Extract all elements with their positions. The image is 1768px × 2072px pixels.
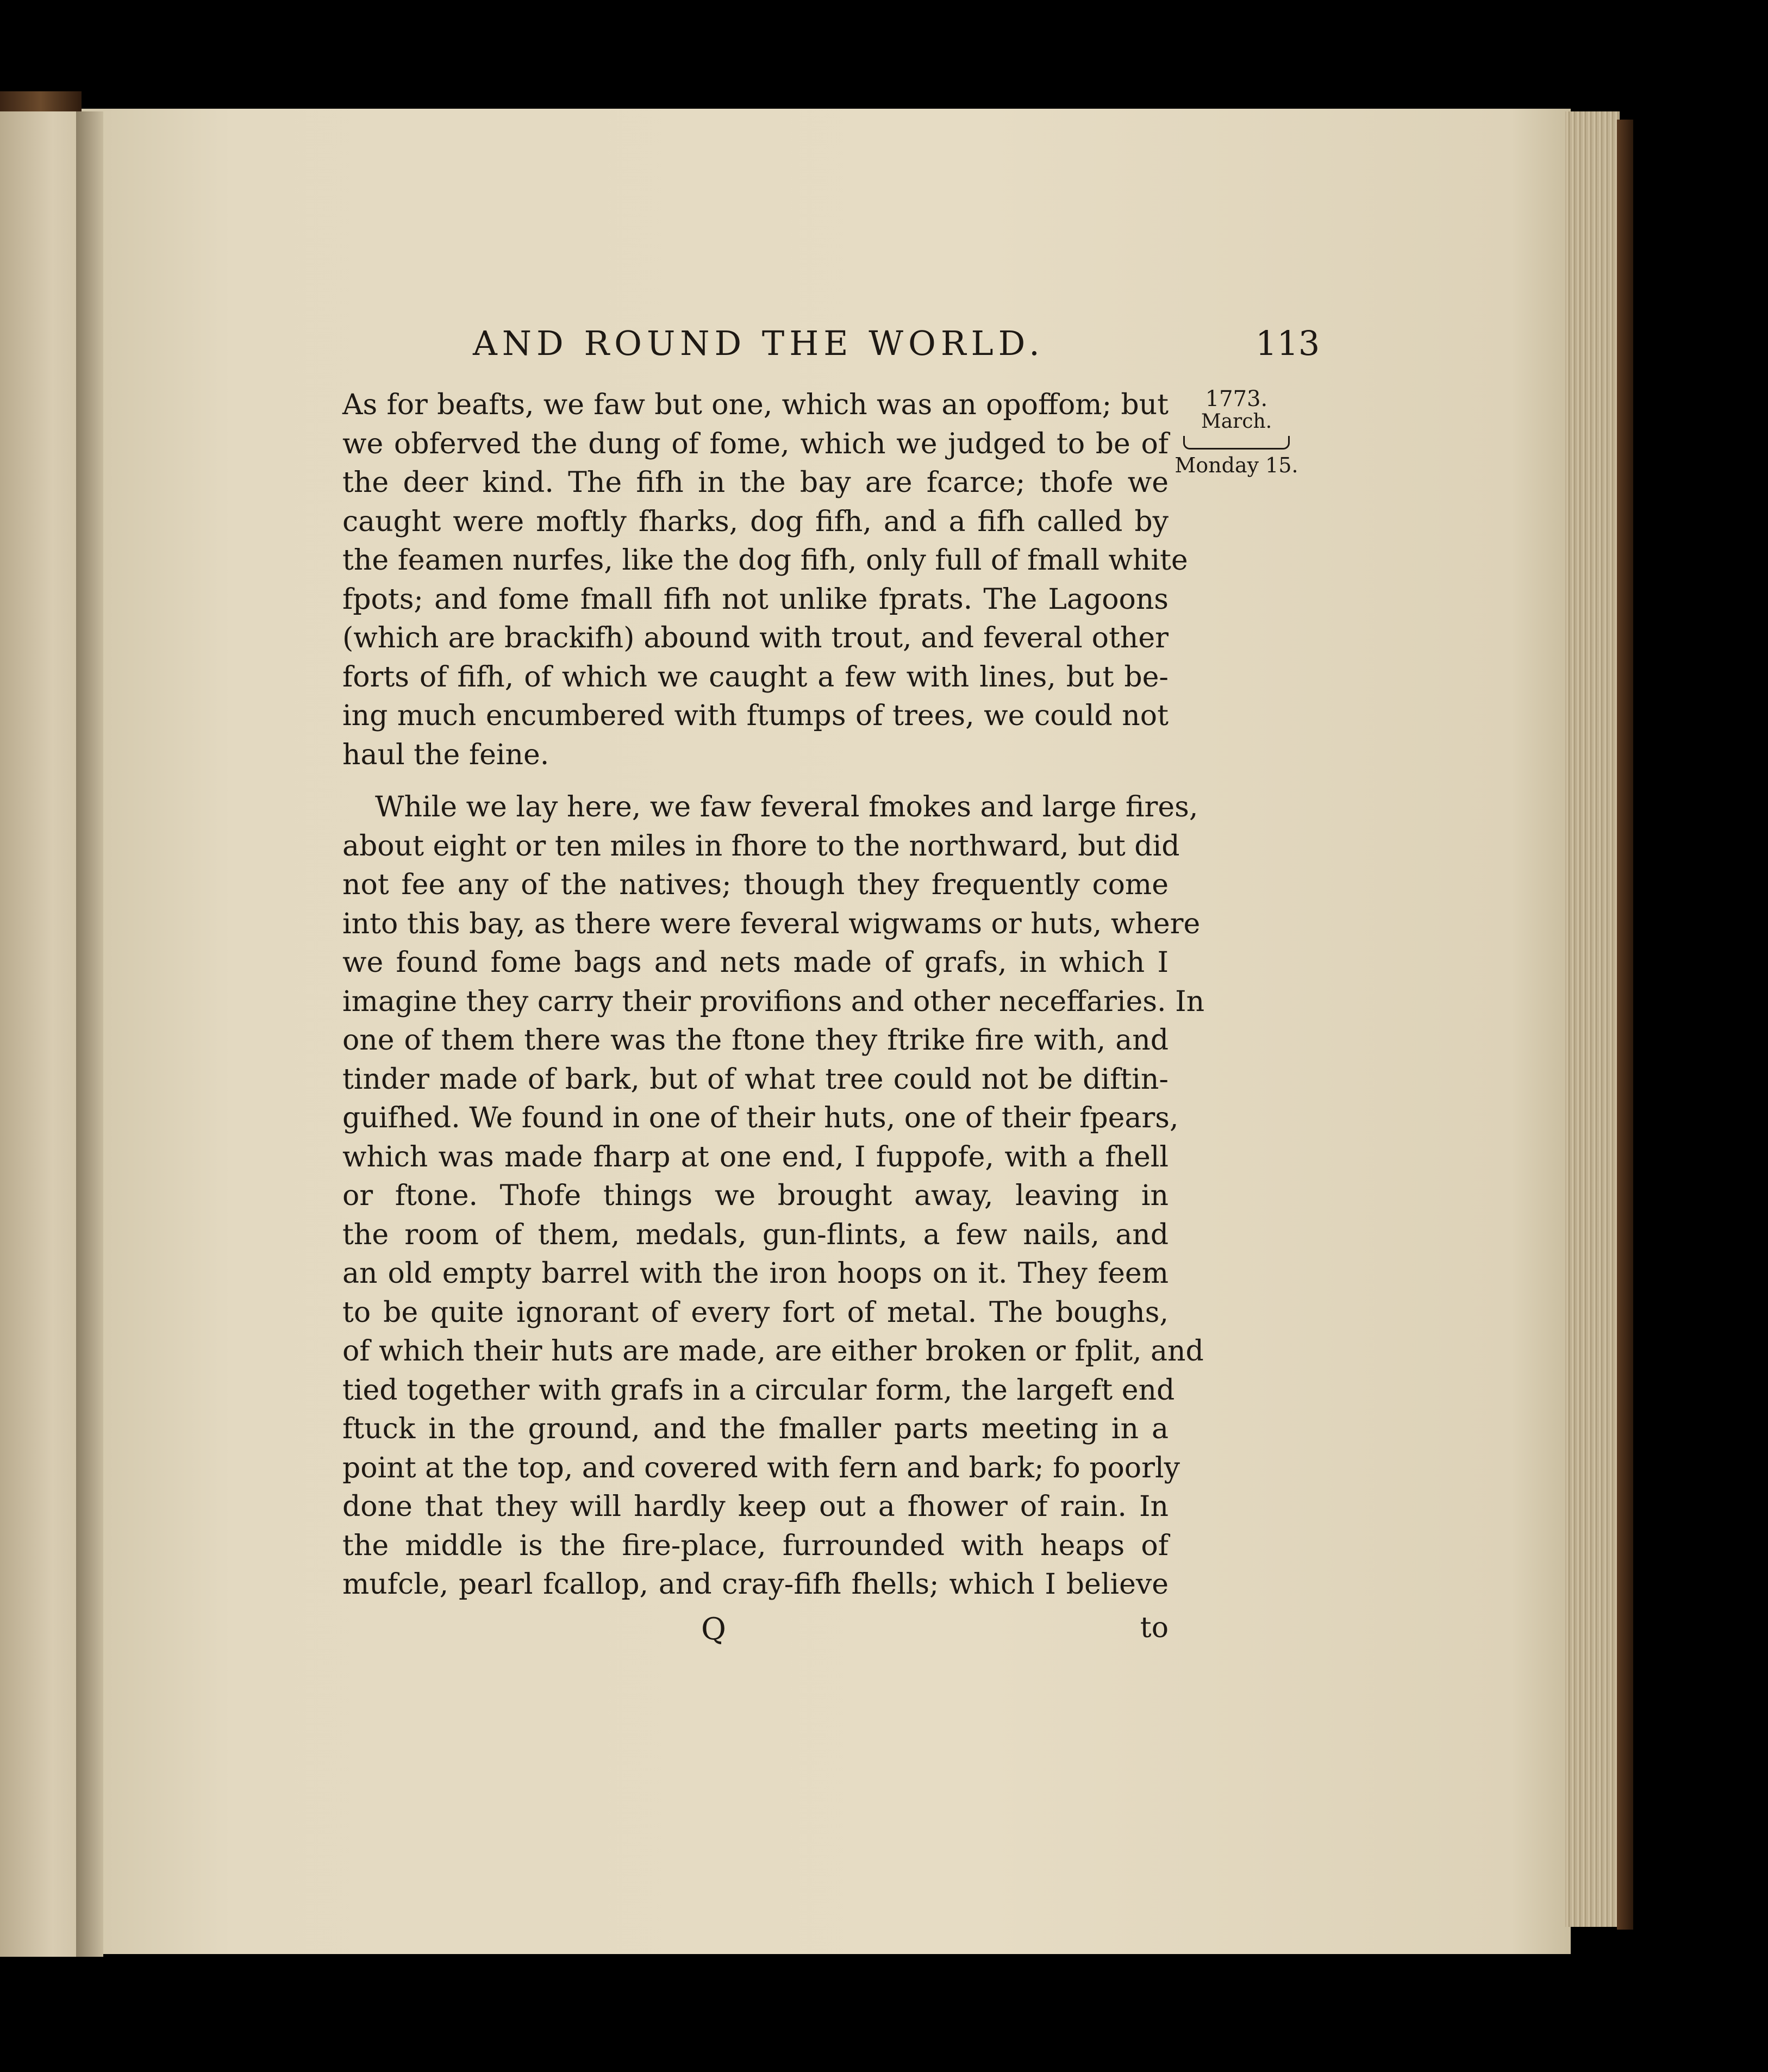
text-line: not fee any of the natives; though they frequently come — [342, 869, 1169, 901]
text-line: the room of them, medals, gun-flints, a few nails, and — [342, 1218, 1169, 1251]
text-line: about eight or ten miles in fhore to the northward, but did — [342, 829, 1180, 863]
page-number: 113 — [1255, 323, 1320, 363]
text-line: ftuck in the ground, and the fmaller parts meeting in a — [342, 1413, 1169, 1445]
text-line: tinder made of bark, but of what tree could not be diftin- — [342, 1063, 1169, 1096]
text-line: of which their huts are made, are either broken or fplit, and — [342, 1335, 1204, 1368]
text-line: the middle is the fire-place, furrounded with heaps of — [342, 1529, 1169, 1562]
page-gutter — [76, 111, 103, 1957]
text-line: imagine they carry their provifions and other neceffaries. In — [342, 985, 1205, 1018]
text-line: which was made fharp at one end, I fuppofe, with a fhell — [342, 1140, 1169, 1174]
text-line: fpots; and fome fmall fifh not unlike fprats. The Lagoons — [342, 583, 1169, 616]
text-line: As for beafts, we faw but one, which was an opoffom; but — [342, 389, 1169, 421]
text-line: one of them there was the ftone they ftrike fire with, and — [342, 1024, 1169, 1057]
text-line: guifhed. We found in one of their huts, one of their fpears, — [342, 1102, 1179, 1134]
text-line: tied together with grafs in a circular form, the largeft end — [342, 1374, 1175, 1407]
text-line: (which are brackifh) abound with trout, and feveral other — [342, 622, 1169, 654]
page-edges — [1565, 111, 1620, 1927]
paragraph-2 — [342, 788, 1205, 1605]
paragraph-1 — [342, 386, 1188, 775]
text-line: mufcle, pearl fcallop, and cray-fifh fhells; which I believe — [342, 1568, 1169, 1601]
text-line: point at the top, and covered with fern and bark; fo poorly — [342, 1451, 1180, 1484]
margin-note-month: March. — [1201, 410, 1272, 433]
margin-note — [1174, 387, 1299, 477]
text-line: While we lay here, we faw feveral fmokes and large fires, — [375, 791, 1198, 823]
text-line: or ftone. Thofe things we brought away, leaving in — [342, 1179, 1169, 1212]
text-line: done that they will hardly keep out a fhower of rain. In — [342, 1490, 1169, 1523]
text-line: the deer kind. The fifh in the bay are fcarce; thofe we — [342, 466, 1169, 499]
running-header: AND ROUND THE WORLD. — [473, 323, 1045, 363]
signature-mark: Q — [701, 1612, 726, 1647]
brace-mark — [1183, 436, 1290, 450]
text-line: caught were moftly fharks, dog fifh, and a fifh called by — [342, 505, 1169, 538]
text-line: ing much encumbered with ftumps of trees, we could not — [342, 700, 1169, 732]
text-line: into this bay, as there were feveral wigwams or huts, where — [342, 907, 1201, 940]
margin-note-day: Monday 15. — [1174, 453, 1298, 477]
text-line: we obferved the dung of fome, which we judged to be of — [342, 427, 1169, 460]
text-line: haul the feine. — [342, 738, 549, 771]
book-cover-edge — [1617, 120, 1633, 1930]
text-line: an old empty barrel with the iron hoops on it. They feem — [342, 1257, 1169, 1290]
text-line: the feamen nurfes, like the dog fifh, only full of fmall white — [342, 544, 1188, 577]
text-line: forts of fifh, of which we caught a few with lines, but be- — [342, 660, 1169, 694]
margin-note-year: 1773. — [1205, 386, 1268, 411]
text-line: to be quite ignorant of every fort of metal. The boughs, — [342, 1296, 1169, 1329]
catchword: to — [1140, 1612, 1169, 1644]
text-line: we found fome bags and nets made of grafs, in which I — [342, 946, 1169, 979]
